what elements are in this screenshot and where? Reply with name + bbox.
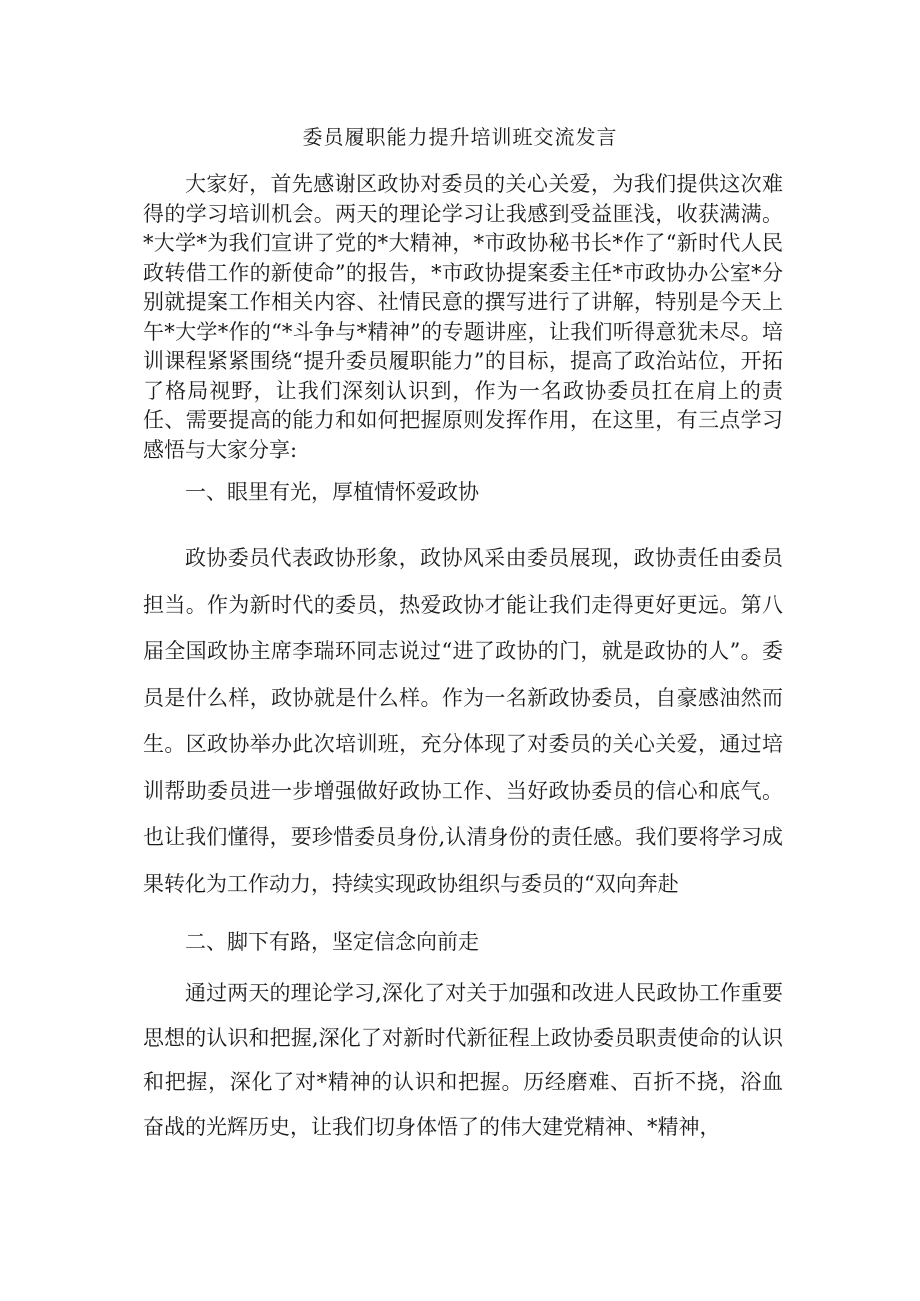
section-heading-1: 一、眼里有光，厚植情怀爱政协 — [185, 480, 479, 504]
intro-paragraph: 大家好，首先感谢区政协对委员的关心关爱，为我们提供这次难得的学习培训机会。两天的理论学习让我感到受益匪浅，收获满满。*大学*为我们宣讲了党的*大精神，*市政协秘书长*作了“新时代人民政转借工作的新使命”的报告，*市政协提案委主任*市政协办公室*分别就提案工作相关内容、社情民意的撰写进行了讲解，特别是今天上午*大学*作的“*斗争与*精神”的专题讲座，让我们听得意犹未尽。培训课程紧紧围绕“提升委员履职能力”的目标，提高了政治站位，开拓了格局视野，让我们深刻认识到，作为一名政协委员扛在肩上的责任、需要提高的能力和如何把握原则发挥作用，在这里，有三点学习感悟与大家分享: — [143, 172, 783, 462]
section-body-1: 政协委员代表政协形象，政协风采由委员展现，政协责任由委员担当。作为新时代的委员，热爱政协才能让我们走得更好更远。第八届全国政协主席李瑞环同志说过“进了政协的门，就是政协的人”。委员是什么样，政协就是什么样。作为一名新政协委员，自豪感油然而生。区政协举办此次培训班，充分体现了对委员的关心关爱，通过培训帮助委员进一步增强做好政协工作、当好政协委员的信心和底气。也让我们懂得，要珍惜委员身份,认清身份的责任感。我们要将学习成果转化为工作动力，持续实现政协组织与委员的“双向奔赴 — [143, 546, 783, 896]
document-title: 委员履职能力提升培训班交流发言 — [302, 125, 618, 149]
section-body-2: 通过两天的理论学习,深化了对关于加强和改进人民政协工作重要思想的认识和把握,深化了对新时代新征程上政协委员职责使命的认识和把握，深化了对*精神的认识和把握。历经磨难、百折不挠，浴血奋战的光辉历史，让我们切身体悟了的伟大建党精神、*精神， — [143, 981, 783, 1139]
section-heading-2: 二、脚下有路，坚定信念向前走 — [185, 930, 479, 954]
